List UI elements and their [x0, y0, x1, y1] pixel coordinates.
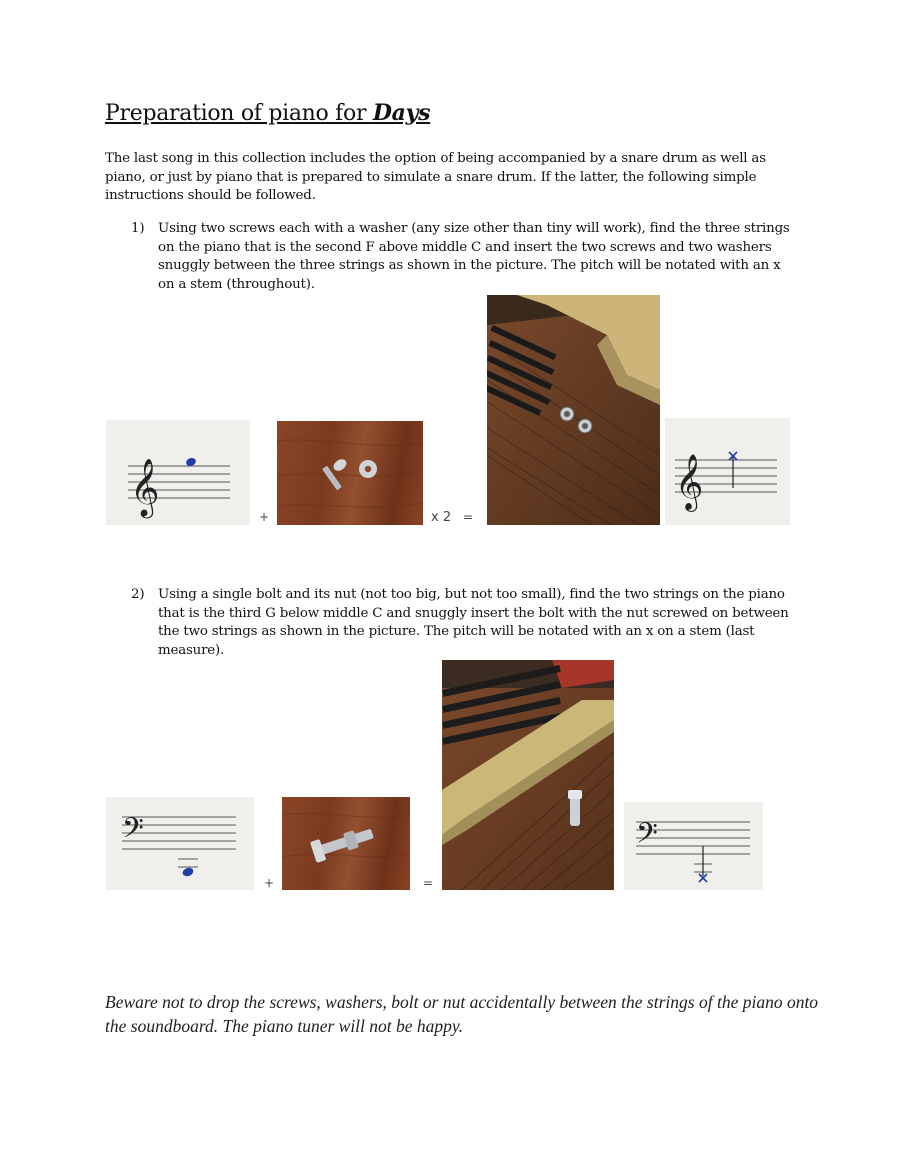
title-emphasis: Days	[372, 100, 431, 126]
treble-clef-icon-2: 𝄞	[675, 454, 704, 510]
piano-interior-graphic-1	[487, 295, 660, 525]
bass-staff-g-note	[106, 797, 254, 890]
title-prefix: Preparation of piano for	[105, 101, 373, 126]
times-two-label: x 2	[431, 510, 452, 525]
bass-clef-icon-2: 𝄢	[636, 817, 658, 857]
screw-washer-graphic	[277, 421, 423, 525]
closing-warning: Beware not to drop the screws, washers, bolt or nut accidentally between the strings of the piano onto the soundboard. The piano tuner will not be happy.	[105, 992, 819, 1036]
plus-sign: +	[259, 510, 270, 524]
step-1-text: Using two screws each with a washer (any size other than tiny will work), find the three strings on the piano that is the second F above middle C and insert the two screws and two washers snuggly between the three strings as shown in the picture. The pitch will be notated with an x on a stem (throughout).	[158, 221, 790, 292]
bass-staff-graphic	[106, 797, 254, 890]
plus-sign-2: +	[264, 876, 275, 890]
step-1-number: 1)	[131, 221, 145, 236]
nut-icon	[343, 830, 359, 851]
treble-staff-f-note	[106, 420, 250, 525]
page-title	[105, 100, 430, 126]
bass-staff-x-notation	[624, 802, 763, 890]
step-2-text: Using a single bolt and its nut (not too big, but not too small), find the two strings on the piano that is the third G below middle C and snuggly insert the bolt with the nut screwed on between the two strings as shown in the picture. The pitch will be notated with an x on a stem (last measure).	[158, 587, 789, 658]
treble-clef-icon: 𝄞	[130, 458, 160, 516]
piano-interior-photo-bolt	[442, 660, 614, 890]
piano-interior-graphic-2	[442, 660, 614, 890]
bass-clef-icon: 𝄢	[122, 812, 144, 852]
washer-icon	[359, 460, 377, 478]
intro-paragraph: The last song in this collection includes the option of being accompanied by a snare drum as well as piano, or just by piano that is prepared to simulate a snare drum. If the latter, the following simple instructions should be followed.	[105, 151, 766, 203]
step-2-number: 2)	[131, 587, 145, 602]
treble-staff-x-notation	[665, 418, 790, 525]
equals-sign-2: =	[423, 876, 434, 890]
bolt-nut-photo	[282, 797, 410, 890]
screw-washer-photo	[277, 421, 423, 525]
low-note-head	[181, 866, 194, 877]
equals-sign-1: =	[463, 510, 474, 524]
piano-interior-photo-screws	[487, 295, 660, 525]
treble-staff-graphic	[106, 420, 250, 525]
installed-bolt-icon	[568, 790, 582, 826]
bass-staff-x-graphic	[624, 802, 763, 890]
screw-icon	[322, 457, 349, 490]
treble-staff-x-graphic	[665, 418, 790, 525]
bolt-nut-graphic	[282, 797, 410, 890]
